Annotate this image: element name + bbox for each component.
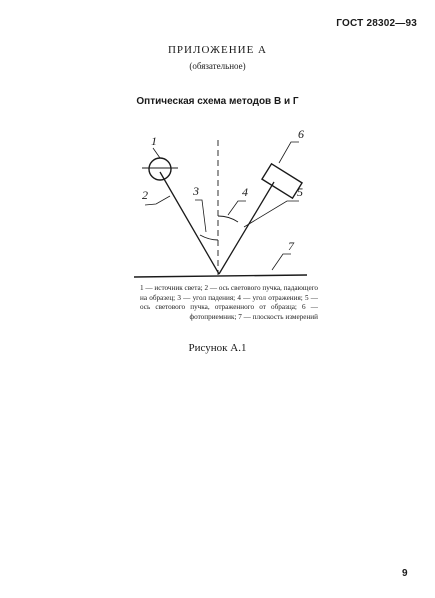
diagram-label-5: 5	[297, 185, 303, 199]
leader-line-7	[272, 254, 291, 270]
section-title: Оптическая схема методов В и Г	[136, 96, 299, 107]
leader-line-1	[153, 148, 160, 158]
light-source-circle	[149, 158, 171, 180]
document-code: ГОСТ 28302—93	[336, 18, 417, 29]
incident-beam-line	[160, 172, 219, 274]
figure-caption: Рисунок А.1	[188, 342, 247, 354]
page-number: 9	[402, 568, 408, 579]
leader-line-2	[145, 196, 170, 205]
incidence-angle-arc	[200, 235, 218, 240]
leader-line-6	[279, 142, 299, 163]
diagram-label-1: 1	[151, 134, 157, 148]
appendix-title: ПРИЛОЖЕНИЕ А	[167, 44, 267, 56]
diagram-label-7: 7	[288, 239, 294, 253]
leader-line-3	[195, 200, 206, 232]
measurement-plane-line	[134, 275, 307, 277]
leader-line-4	[228, 201, 246, 215]
reflection-angle-arc	[218, 216, 238, 222]
figure-legend: 1 — источник света; 2 — ось светового пучка, падающего на образец; 3 — угол падения; 4 — угол отражения; 5 — ось светового пучка, отраженного от образца; 6 — фотоприемник; 7 — плоскость измерений	[140, 284, 318, 322]
diagram-label-6: 6	[298, 127, 304, 141]
diagram-label-2: 2	[142, 188, 148, 202]
leader-line-5	[244, 201, 299, 227]
diagram-label-4: 4	[242, 185, 248, 199]
diagram-label-3: 3	[193, 184, 199, 198]
appendix-note: (обязательное)	[189, 61, 246, 71]
